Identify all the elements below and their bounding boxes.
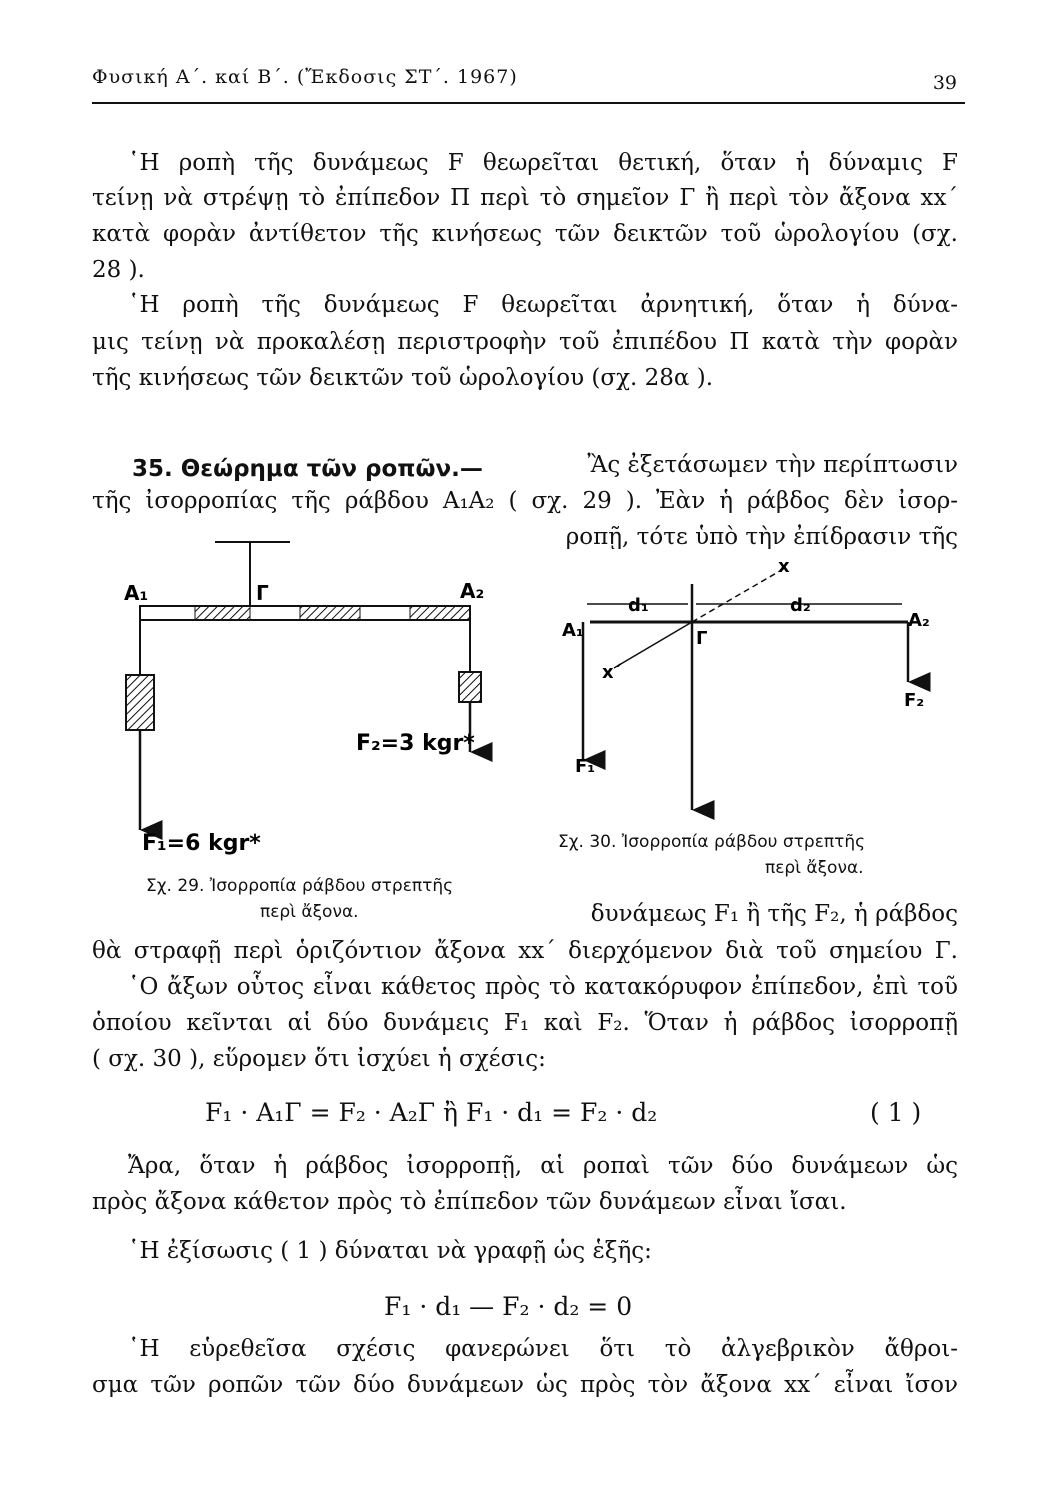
fig29-caption-line-2: περὶ ἄξονα. xyxy=(260,902,359,922)
fig29-label-a1: A₁ xyxy=(124,581,149,605)
section-heading: 35. Θεώρημα τῶν ροπῶν.— xyxy=(132,456,483,482)
section-line-2: τῆς ἰσορροπίας τῆς ράβδου A₁A₂ ( σχ. 29 ). Ἐὰν ἡ ράβδος δὲν ἰσορ- xyxy=(92,488,958,514)
fig30-axis-line-lower xyxy=(614,622,692,668)
p4-line-1: Ἄρα, ὅταν ἡ ράβδος ἰσορροπῇ, αἱ ροπαὶ τῶν δύο δυνάμεων ὡς xyxy=(128,1153,958,1179)
fig29-label-f1: F₁=6 kgr* xyxy=(142,831,261,856)
fig30-label-a1: A₁ xyxy=(562,620,584,641)
p1-line-2: τείνῃ νὰ στρέψῃ τὸ ἐπίπεδον Π περὶ τὸ σημεῖον Γ ἢ περὶ τὸν ἄξονα xx΄ xyxy=(92,185,958,211)
p3-line-1: θὰ στραφῇ περὶ ὁριζόντιον ἄξονα xx΄ διερχόμενον διὰ τοῦ σημείου Γ. xyxy=(92,938,958,964)
fig29-label-a2: A₂ xyxy=(460,579,485,603)
fig29-label-gamma: Γ xyxy=(256,581,269,605)
p2-line-3: τῆς κινήσεως τῶν δεικτῶν τοῦ ὡρολογίου (σχ. 28α ). xyxy=(92,365,714,391)
p5-line: ῾Η ἐξίσωσις ( 1 ) δύναται νὰ γραφῇ ὡς ἑξῆς: xyxy=(128,1238,652,1264)
p1-line-1: ῾Η ροπὴ τῆς δυνάμεως F θεωρεῖται θετική, ὅταν ἡ δύναμις F xyxy=(128,150,958,176)
equation-1-number: ( 1 ) xyxy=(870,1098,922,1127)
fig30-label-f2: F₂ xyxy=(904,690,925,711)
fig29-label-f2: F₂=3 kgr* xyxy=(356,731,475,756)
running-title: Φυσική Α΄. καί Β΄. (Ἔκδοσις ΣΤ΄. 1967) xyxy=(92,66,518,88)
equation-1: F₁ · A₁Γ = F₂ · A₂Γ ἢ F₁ · d₁ = F₂ · d₂ xyxy=(205,1098,658,1127)
fig30-axis-line-upper xyxy=(692,568,785,622)
fig30-label-d1: d₁ xyxy=(628,595,649,616)
p3-line-2: ῾Ο ἄξων οὗτος εἶναι κάθετος πρὸς τὸ κατακόρυφον ἐπίπεδον, ἐπὶ τοῦ xyxy=(128,974,958,1000)
section-line-3: ροπῇ, τότε ὑπὸ τὴν ἐπίδρασιν τῆς xyxy=(565,524,958,550)
fig30-label-x: x xyxy=(778,556,790,577)
p3-line-4: ( σχ. 30 ), εὕρομεν ὅτι ἰσχύει ἡ σχέσις: xyxy=(92,1046,546,1072)
section-line-1: Ἂς ἐξετάσωμεν τὴν περίπτωσιν xyxy=(587,452,958,478)
page-number: 39 xyxy=(932,72,957,94)
section-line-4: δυνάμεως F₁ ἢ τῆς F₂, ἡ ράβδος xyxy=(590,901,958,927)
fig30-caption-line-1: Σχ. 30. Ἰσορροπία ράβδου στρεπτῆς xyxy=(558,832,866,852)
fig30-label-gamma: Γ xyxy=(696,628,708,649)
p1-line-3: κατὰ φορὰν ἀντίθετον τῆς κινήσεως τῶν δεικτῶν τοῦ ὡρολογίου (σχ. xyxy=(92,221,958,247)
fig30-caption-line-2: περὶ ἄξονα. xyxy=(765,858,864,878)
p3-line-3: ὁποίου κεῖνται αἱ δύο δυνάμεις F₁ καὶ F₂. Ὅταν ἡ ράβδος ἰσορροπῇ xyxy=(92,1010,958,1036)
equation-2: F₁ · d₁ — F₂ · d₂ = 0 xyxy=(384,1292,633,1321)
p1-line-4: 28 ). xyxy=(92,257,145,283)
p4-line-2: πρὸς ἄξονα κάθετον πρὸς τὸ ἐπίπεδον τῶν δυνάμεων εἶναι ἴσαι. xyxy=(92,1189,847,1215)
fig30-label-a2: A₂ xyxy=(908,610,930,631)
fig30-label-f1: F₁ xyxy=(575,756,596,777)
p2-line-2: μις τείνῃ νὰ προκαλέσῃ περιστροφὴν τοῦ ἐπιπέδου Π κατὰ τὴν φορὰν xyxy=(92,329,958,355)
p6-line-1: ῾Η εὑρεθεῖσα σχέσις φανερώνει ὅτι τὸ ἀλγεβρικὸν ἄθροι- xyxy=(128,1336,958,1362)
p2-line-1: ῾Η ροπὴ τῆς δυνάμεως F θεωρεῖται ἀρνητική, ὅταν ἡ δύνα- xyxy=(128,292,958,318)
p6-line-2: σμα τῶν ροπῶν τῶν δύο δυνάμεων ὡς πρὸς τὸν ἄξονα xx΄ εἶναι ἴσον xyxy=(92,1372,958,1398)
fig30-label-xprime: x΄ xyxy=(602,662,622,683)
fig29-caption-line-1: Σχ. 29. Ἰσορροπία ράβδου στρεπτῆς xyxy=(146,876,454,896)
fig30-label-d2: d₂ xyxy=(790,595,811,616)
